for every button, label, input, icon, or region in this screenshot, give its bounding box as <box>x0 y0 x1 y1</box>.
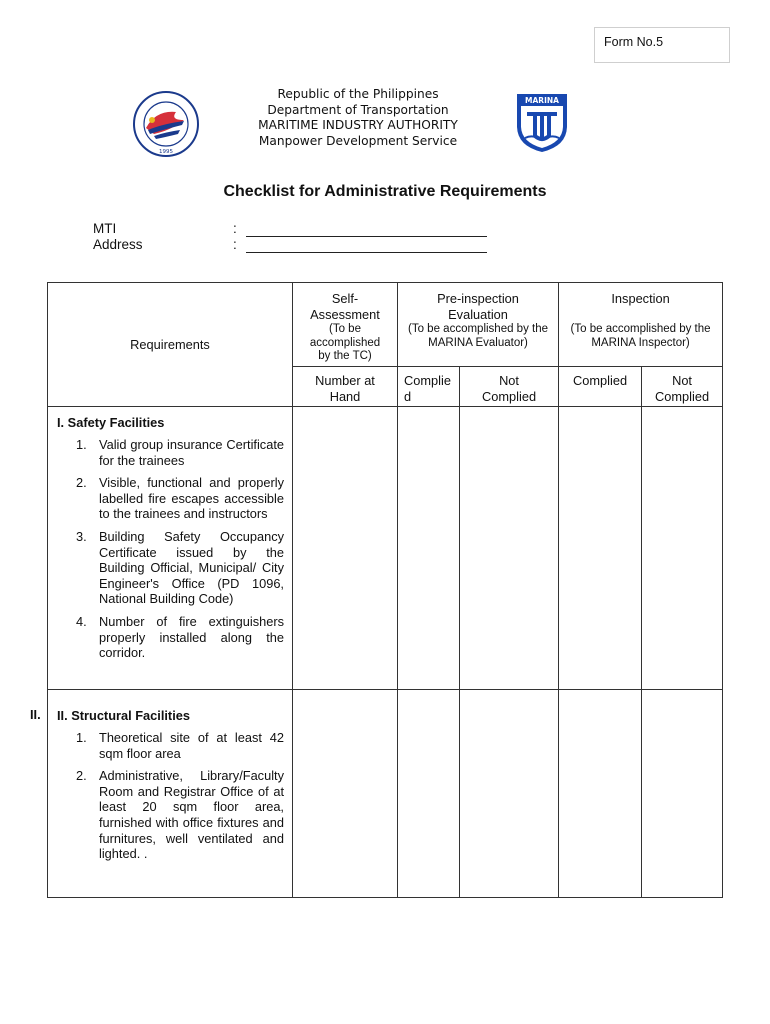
form-number-box <box>594 27 730 63</box>
number-at-hand-header: Number at Hand <box>293 367 398 407</box>
dotr-seal-icon <box>132 90 200 158</box>
requirements-header-cell <box>48 283 293 407</box>
table-row <box>48 690 723 898</box>
pre-inspection-complied-cell[interactable] <box>398 690 460 898</box>
pre-inspection-not-complied-header: Not Complied <box>460 367 559 407</box>
inspection-not-complied-header: Not Complied <box>642 367 723 407</box>
item-number: 1. <box>76 437 87 452</box>
section-title: II. Structural Facilities <box>57 708 190 723</box>
section-margin-marker: II. <box>30 707 41 722</box>
field-label: MTI <box>93 221 117 236</box>
inspection-complied-header: Complied <box>559 367 642 407</box>
inspection-not-complied-cell[interactable] <box>642 690 723 898</box>
item-text: Valid group insurance Certificate for the trainees <box>99 437 284 468</box>
list-item <box>48 768 292 862</box>
pre-inspection-note: (To be accomplished by the MARINA Evaluator) <box>408 323 549 349</box>
marina-shield-icon <box>515 92 569 154</box>
item-text: Administrative, Library/Faculty Room and Registrar Office of at least 20 sqm floor area, furnished with office fixtures and furnitures, well ventilated and lighted. . <box>99 768 284 862</box>
item-number: 3. <box>76 528 87 544</box>
list-item <box>48 475 292 522</box>
list-item <box>48 529 292 607</box>
item-text: Visible, functional and properly labelled fire escapes accessible to the trainees and instructors <box>99 475 284 522</box>
section-structural-facilities <box>48 690 293 898</box>
pre-inspection-complied-cell[interactable] <box>398 407 460 690</box>
item-text: Theoretical site of at least 42 sqm floor area <box>99 730 284 761</box>
list-item <box>48 730 292 761</box>
mti-field <box>93 221 237 236</box>
requirements-header: Requirements <box>130 337 210 352</box>
number-at-hand-cell[interactable] <box>293 690 398 898</box>
form-number: Form No.5 <box>604 35 664 49</box>
section-title: I. Safety Facilities <box>57 415 165 430</box>
pre-inspection-header <box>398 283 559 367</box>
item-number: 2. <box>76 768 87 784</box>
inspection-title: Inspection <box>611 291 670 306</box>
inspection-complied-cell[interactable] <box>559 690 642 898</box>
self-assessment-title: Self-Assessment <box>310 291 380 322</box>
agency-header <box>200 87 516 149</box>
table-row <box>48 407 723 690</box>
agency-line: Republic of the Philippines <box>277 87 439 101</box>
mti-blank-line[interactable] <box>246 236 487 237</box>
document-title: Checklist for Administrative Requirements <box>223 183 547 200</box>
requirements-table <box>47 282 723 898</box>
inspection-note: (To be accomplished by the MARINA Inspector) <box>570 323 711 349</box>
agency-line: MARITIME INDUSTRY AUTHORITY <box>258 118 458 133</box>
address-blank-line[interactable] <box>246 252 487 253</box>
item-text: Building Safety Occupancy Certificate issued by the Building Official, Municipal/ City Engineer's Office (PD 1096, National Building Code) <box>99 528 284 607</box>
pre-inspection-title: Pre-inspection Evaluation <box>437 291 519 322</box>
pre-inspection-not-complied-cell[interactable] <box>460 690 559 898</box>
item-text: Number of fire extinguishers properly installed along the corridor. <box>99 613 284 661</box>
self-assessment-header <box>293 283 398 367</box>
agency-line: Department of Transportation <box>267 102 449 117</box>
pre-inspection-complied-header: Complie d <box>398 367 460 407</box>
pre-inspection-not-complied-cell[interactable] <box>460 407 559 690</box>
list-item <box>48 437 292 468</box>
inspection-header <box>559 283 723 367</box>
item-number: 4. <box>76 613 87 629</box>
agency-line: Manpower Development Service <box>258 133 458 148</box>
number-at-hand-cell[interactable] <box>293 407 398 690</box>
field-colon: : <box>233 221 237 236</box>
inspection-complied-cell[interactable] <box>559 407 642 690</box>
field-label: Address <box>93 237 143 252</box>
field-colon: : <box>233 237 237 252</box>
item-number: 1. <box>76 730 87 745</box>
list-item <box>48 614 292 661</box>
item-number: 2. <box>76 475 87 491</box>
section-safety-facilities <box>48 407 293 690</box>
inspection-not-complied-cell[interactable] <box>642 407 723 690</box>
seal-year: 1995 <box>159 149 173 155</box>
self-assessment-note: (To be accomplished by the TC) <box>309 323 381 362</box>
marina-logo-text: MARINA <box>525 96 559 105</box>
address-field <box>93 237 237 252</box>
